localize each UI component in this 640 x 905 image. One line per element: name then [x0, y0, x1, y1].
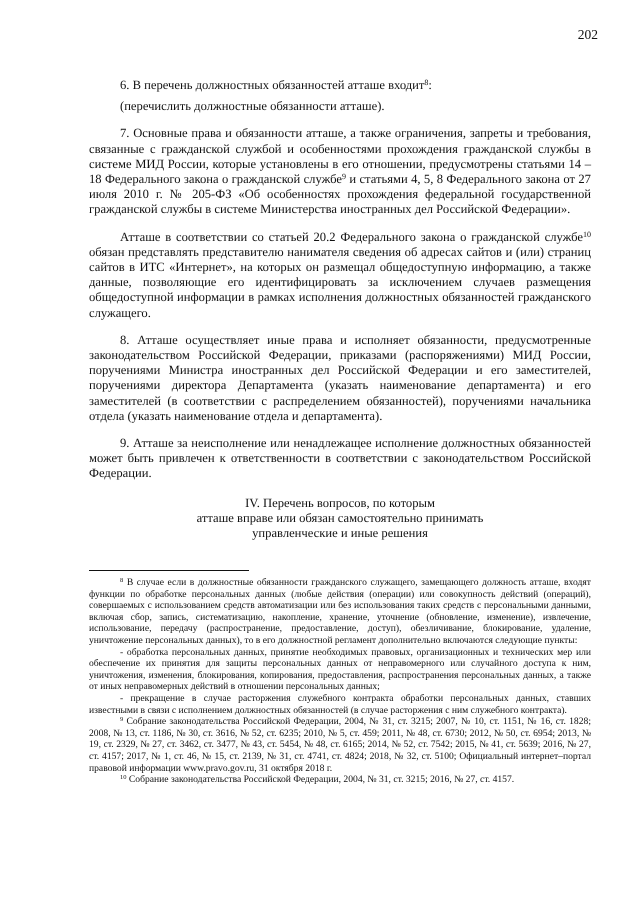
paragraph-7-text-a: 7. Основные права и обязанности атташе, а также ограничения, запреты и требования, связанные с гражданской службой и особенностями прохождения гражданской службы в системе МИД России, которые установлены в его отношении, предусмотрены статьями 14 – 18 Федерального закона о гражданской службе — [89, 126, 591, 187]
footnote-10-text: Собрание законодательства Российской Федерации, 2004, № 31, ст. 3215; 2016, № 27, ст. 4157. — [126, 774, 515, 786]
paragraph-9: 9. Атташе за неисполнение или ненадлежащее исполнение должностных обязанностей может быть привлечен к ответственности в соответствии с законодательством Российской Федерации. — [89, 436, 591, 481]
footnote-9-text: Собрание законодательства Российской Федерации, 2004, № 31, ст. 3215; 2007, № 10, ст. 1151, № 16, ст. 1828; 2008, № 13, ст. 1186, № 30, ст. 3616, № 52, ст. 6235; 2010, № 5, ст. 459; 2011, № 48, ст. 6730; 2012, № 50, ст. 6954; 2013, № 19, ст. 2329, № 27, ст. 3462, ст. 3477, № 43, ст. 5454, № 48, ст. 6165; 2014, № 52, ст. 7542; 2015, № 41, ст. 5639; 2016, № 27, ст. 4157; 2017, № 1, ст. 46, № 15, ст. 2139, № 31, ст. 4741, ст. 4824; 2018, № 32, ст. 5100; Официальный интернет–портал правовой информации www.pravo.gov.ru, 31 октября 2018 г. — [89, 716, 591, 774]
paragraph-6-text: 6. В перечень должностных обязанностей атташе входит — [120, 78, 425, 92]
paragraph-6 — [89, 78, 591, 93]
footnote-8 — [89, 577, 591, 647]
paragraph-6-instruction: (перечислить должностные обязанности атташе). — [120, 99, 385, 114]
footnote-separator — [89, 570, 249, 571]
paragraph-7-text-b: и статьями 4, 5, 8 Федерального закона от 27 июля 2010 г. № 205-ФЗ «Об особенностях прохождения федеральной государственной гражданской службы в системе Министерства иностранных дел Российской Федерации». — [89, 172, 591, 217]
footnote-9-mark: 9 — [120, 716, 124, 724]
page-number: 202 — [577, 27, 598, 42]
footnote-8-item-2: - прекращение в случае расторжения служебного контракта обработки персональных данных, ставших известными в связи с исполнением должностных обязанностей (в случае расторжения с ним служебного контракта). — [89, 692, 591, 716]
paragraph-7c-text-b: обязан представлять представителю нанимателя сведения об адресах сайтов и (или) страниц сайтов в ИТС «Интернет», на которых он размещал общедоступную информацию, а также данные, позволяющие его идентифицировать за исключением случаев размещения общедоступной информации в рамках исполнения должностных обязанностей гражданского служащего. — [89, 244, 591, 320]
main-text — [89, 78, 591, 541]
section-heading-line-3: управленческие и иные решения — [252, 525, 428, 540]
section-heading — [89, 496, 591, 541]
section-heading-line-1: IV. Перечень вопросов, по которым — [245, 495, 435, 510]
footnote-ref-8[interactable]: 8 — [424, 78, 429, 87]
section-heading-line-2: атташе вправе или обязан самостоятельно принимать — [196, 510, 484, 525]
footnotes-area — [89, 570, 591, 786]
footnote-10-mark: 10 — [120, 774, 127, 782]
footnote-ref-9[interactable]: 9 — [341, 172, 346, 182]
paragraph-7c-text-a: Атташе в соответствии со статьей 20.2 Федерального закона о гражданской службе — [120, 229, 583, 244]
paragraph-7-continued — [89, 230, 591, 321]
footnote-ref-10[interactable]: 10 — [583, 229, 591, 239]
paragraph-6-colon: : — [428, 78, 432, 92]
paragraph-7 — [89, 126, 591, 217]
paragraph-8: 8. Атташе осуществляет иные права и исполняет обязанности, предусмотренные законодательством Российской Федерации, приказами (распоряжениями) МИД России, поручениями Министра иностранных дел Российской Федерации и его заместителей, поручениями директора Департамента (указать наименование департамента) и его заместителей (в соответствии с распределением обязанностей), поручениями начальника отдела (указать наименование отдела и департамента). — [89, 332, 591, 423]
footnote-8-mark: 8 — [120, 577, 124, 584]
footnote-8-item-1: - обработка персональных данных, принятие необходимых правовых, организационных и технических мер или обеспечение их принятия для защиты персональных данных от неправомерного или случайного доступа к ним, уничтожения, изменения, блокирования, копирования, предоставления, распространения персональных данных, а также от иных неправомерных действий в отношении персональных данных; — [89, 646, 591, 693]
footnote-8-text: В случае если в должностные обязанности гражданского служащего, замещающего должность атташе, входят функции по обработке персональных данных (любые действия (операции) или совокупность действий (операций), совершаемых с использованием средств автоматизации или без использования таких средств с персональными данными, включая сбор, запись, систематизацию, накопление, хранение, уточнение (обновление, изменение), извлечение, использование, передачу (распространение, предоставление, доступ), обезличивание, блокирование, удаление, уничтожение персональных данных), то в его должностной регламент дополнительно включаются следующие пункты: — [89, 577, 591, 646]
footnote-10 — [89, 774, 591, 786]
footnote-9 — [89, 716, 591, 774]
